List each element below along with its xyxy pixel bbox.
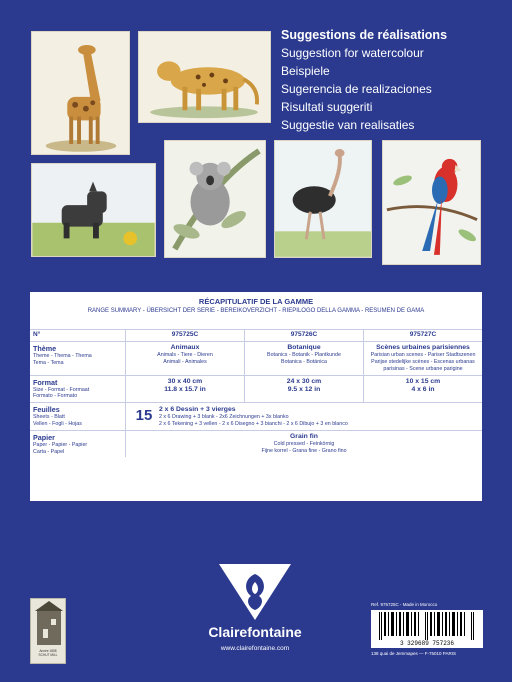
format-1-in: 11.8 x 15.7 in	[164, 386, 206, 394]
sheets-label: Feuilles	[33, 405, 60, 415]
suggestions-titles	[281, 26, 501, 134]
row-sheets	[30, 402, 482, 430]
ref-3: 975727C	[409, 331, 437, 338]
format-label: Format	[33, 377, 58, 387]
parrot-illustration	[383, 141, 480, 264]
theme-2-sub-1: Botanics - Botanik - Plantkunde	[267, 352, 341, 359]
paper-sub-1: Paper - Papier - Papier	[33, 441, 88, 448]
address-text: 138 quai de Jemmapes — F-75010 PARIS	[371, 651, 456, 656]
theme-3-sub-3: parisinas - Scene urbane parigine	[383, 365, 463, 372]
title-main: Suggestions de réalisations	[281, 28, 448, 42]
format-3-cm: 10 x 15 cm	[405, 377, 441, 385]
barcode-digits: 3 329689 757236	[399, 640, 454, 647]
sheets-line-2: 2 x 6 Tekening + 3 vellen - 2 x 6 Disegno + 3 bianchi - 2 x 6 Dibujo + 3 en blanco	[159, 420, 348, 427]
dog-illustration	[32, 164, 155, 256]
paper-sub-2: Carta - Papel	[33, 448, 65, 455]
title-it: Risultati suggeriti	[281, 100, 373, 114]
stamp-line-2: SCHUT MILL	[38, 653, 58, 657]
title-en: Suggestion for watercolour	[281, 46, 424, 60]
row-theme	[30, 341, 482, 375]
format-sub-2: Formato - Formato	[33, 393, 78, 400]
barcode	[371, 610, 483, 648]
title-de: Beispiele	[281, 64, 330, 78]
ostrich-illustration	[275, 141, 371, 257]
theme-label: Thème	[33, 343, 57, 353]
range-summary-panel	[30, 292, 482, 501]
theme-2-sub-2: Botanica - Botánica	[281, 359, 327, 366]
theme-1-sub-1: Animals - Tiere - Dieren	[157, 352, 213, 359]
paper-line-2: Fijne korrel - Grana fine - Grano fino	[261, 448, 347, 455]
title-es: Sugerencia de realizaciones	[281, 82, 432, 96]
row-format	[30, 375, 482, 403]
no-label: N°	[33, 331, 41, 338]
sheets-line-1: 2 x 6 Drawing + 3 blank - 2x6 Zeichnungen + 3x blanko	[159, 414, 289, 421]
format-1-cm: 30 x 40 cm	[167, 377, 203, 385]
row-reference	[30, 329, 482, 341]
picture-leopard	[138, 31, 271, 123]
barcode-icon	[371, 610, 483, 640]
sheets-sub-1: Sheets - Blatt	[33, 414, 65, 421]
summary-title: RÉCAPITULATIF DE LA GAMME	[198, 297, 314, 306]
picture-parrot	[382, 140, 481, 265]
picture-ostrich	[274, 140, 372, 258]
paper-label: Papier	[33, 432, 55, 442]
row-paper	[30, 430, 482, 458]
sheets-title: 2 x 6 Dessin + 3 vierges	[159, 405, 236, 413]
reference-text: Ref. 975725C - Made in Morocco	[371, 602, 438, 607]
sheets-sub-2: Vellen - Fogli - Hojas	[33, 421, 82, 428]
summary-header	[30, 292, 482, 314]
paper-line-1: Cold pressed - Feinkörnig	[273, 441, 335, 448]
theme-1-title: Animaux	[170, 343, 200, 351]
theme-3-title: Scènes urbaines parisiennes	[376, 343, 470, 351]
brand-website: www.clairefontaine.com	[220, 645, 290, 652]
summary-subtitle: RANGE SUMMARY - ÜBERSICHT DER SERIE - BEREIKOVERZICHT - RIEPILOGO DELLA GAMMA - RESUMEN DE GAMA	[87, 308, 425, 314]
brand-name: Clairefontaine	[208, 624, 302, 640]
format-sub-1: Size - Format - Formaat	[33, 386, 90, 393]
theme-sub-2: Tema - Tema	[33, 359, 64, 366]
ref-1: 975725C	[171, 331, 199, 338]
picture-giraffe	[31, 31, 130, 155]
picture-scottish-terrier	[31, 163, 156, 257]
sheets-count: 15	[135, 407, 153, 425]
leopard-illustration	[139, 32, 270, 122]
clairefontaine-logo-icon	[215, 560, 295, 627]
format-3-in: 4 x 6 in	[411, 386, 435, 394]
stamp-line-1: Année 1858	[39, 649, 57, 653]
koala-illustration	[165, 141, 265, 257]
summary-table	[30, 329, 482, 457]
theme-2-title: Botanique	[287, 343, 321, 351]
mill-stamp	[30, 598, 66, 664]
giraffe-illustration	[32, 32, 129, 154]
title-nl: Suggestie van realisaties	[281, 118, 415, 132]
picture-koala	[164, 140, 266, 258]
theme-3-sub-2: Parijse stedelijke scènes - Escenas urbanas	[371, 359, 475, 366]
format-2-cm: 24 x 30 cm	[286, 377, 322, 385]
ref-2: 975726C	[290, 331, 318, 338]
theme-1-sub-2: Animali - Animales	[163, 359, 207, 366]
format-2-in: 9.5 x 12 in	[287, 386, 321, 394]
theme-sub-1: Theme - Thema - Thema	[33, 352, 92, 359]
paper-title: Grain fin	[290, 432, 318, 440]
theme-3-sub-1: Parisian urban scenes - Pariser Stadtszenen	[370, 352, 476, 359]
